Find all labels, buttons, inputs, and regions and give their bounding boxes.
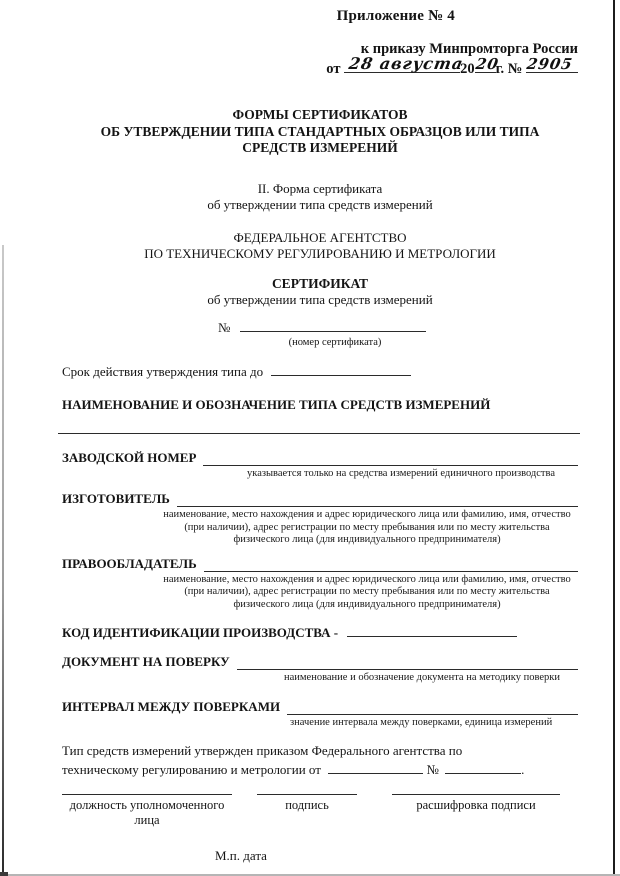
field-serial-blank — [203, 452, 578, 466]
document-title-line3: СРЕДСТВ ИЗМЕРЕНИЙ — [242, 140, 398, 155]
order-year-printed: 20 — [460, 61, 475, 77]
field-verification-doc-label: ДОКУМЕНТ НА ПОВЕРКУ — [62, 654, 230, 669]
order-year-handwriting: 20 — [474, 55, 501, 73]
field-interval-blank — [287, 701, 578, 715]
order-year-suffix: г. № — [495, 61, 523, 77]
order-date-handwriting: 28 августа — [347, 54, 466, 73]
signature-position: должность уполномоченного лица — [62, 794, 232, 828]
certificate-number-blank — [240, 318, 426, 332]
field-name-type-label: НАИМЕНОВАНИЕ И ОБОЗНАЧЕНИЕ ТИПА СРЕДСТВ ИЗМЕРЕНИЙ — [62, 396, 491, 412]
certificate-number-field — [218, 318, 578, 348]
order-number-handwriting: 2905 — [525, 55, 575, 73]
agency-name-line2: ПО ТЕХНИЧЕСКОМУ РЕГУЛИРОВАНИЮ И МЕТРОЛОГИИ — [144, 245, 496, 261]
signature-transcript: расшифровка подписи — [392, 794, 560, 828]
approval-paragraph — [62, 742, 578, 779]
order-year-blank — [474, 55, 501, 73]
field-validity-label: Срок действия утверждения типа до — [62, 363, 264, 379]
field-production-code — [62, 623, 578, 641]
agency-name — [62, 230, 578, 262]
signature-sign: подпись — [257, 794, 357, 828]
field-rightholder-hint-line2: (при наличии), адрес регистрации по месту пребывания или по месту жительства — [184, 586, 550, 597]
stamp-date-label: М.п. дата — [215, 848, 267, 863]
certificate-number-label: № — [218, 319, 231, 335]
approval-paragraph-line2 — [62, 760, 578, 779]
section-heading-line1: II. Форма сертификата — [257, 180, 383, 196]
section-heading — [62, 181, 578, 213]
field-rightholder — [62, 556, 578, 572]
field-interval-hint: значение интервала между поверками, единица измерений — [290, 716, 553, 728]
document-title-line1: ФОРМЫ СЕРТИФИКАТОВ — [232, 107, 408, 122]
field-production-code-blank — [347, 623, 517, 637]
order-date-blank — [344, 54, 466, 73]
field-serial-number — [62, 450, 578, 466]
document-title-line2: ОБ УТВЕРЖДЕНИИ ТИПА СТАНДАРТНЫХ ОБРАЗЦОВ ИЛИ ТИПА — [100, 123, 540, 139]
approval-paragraph-line1: Тип средств измерений утвержден приказом Федерального агентства по — [62, 743, 463, 758]
field-name-type-blank — [58, 413, 580, 434]
field-manufacturer-blank — [177, 493, 578, 507]
scan-corner-mark — [0, 872, 8, 876]
field-manufacturer-hint-line2: (при наличии), адрес регистрации по месту пребывания или по месту жительства — [184, 521, 550, 533]
order-from-label: от — [326, 61, 341, 77]
field-manufacturer — [62, 491, 578, 507]
field-serial-label: ЗАВОДСКОЙ НОМЕР — [62, 449, 197, 465]
field-rightholder-label: ПРАВООБЛАДАТЕЛЬ — [62, 555, 197, 571]
field-interval-label: ИНТЕРВАЛ МЕЖДУ ПОВЕРКАМИ — [62, 698, 281, 714]
section-heading-line2: об утверждении типа средств измерений — [207, 196, 433, 212]
approval-number-label: № — [426, 762, 439, 777]
field-validity-blank — [271, 362, 411, 376]
field-verification-document — [62, 654, 578, 670]
field-verification-interval — [62, 699, 578, 715]
field-production-code-label: КОД ИДЕНТИФИКАЦИИ ПРОИЗВОДСТВА - — [62, 625, 339, 640]
order-reference-line2 — [62, 54, 578, 80]
approval-line2-suffix: . — [521, 762, 525, 777]
approval-number-blank — [445, 760, 521, 774]
field-manufacturer-hint — [157, 509, 577, 547]
signature-block — [62, 794, 578, 828]
field-rightholder-hint-line1: наименование, место нахождения и адрес юридического лица или фамилию, имя, отчество — [163, 573, 571, 585]
field-serial-hint: указывается только на средства измерений единичного производства — [247, 467, 555, 479]
approval-line2-prefix: техническому регулированию и метрологии от — [62, 762, 321, 777]
appendix-label: Приложение № 4 — [336, 8, 455, 24]
order-reference-line1: к приказу Минпромторга России — [360, 41, 578, 57]
field-validity — [62, 362, 578, 380]
field-manufacturer-hint-line3: физического лица (для индивидуального предпринимателя) — [233, 534, 501, 545]
field-rightholder-blank — [204, 558, 578, 572]
approval-date-blank — [328, 760, 423, 774]
agency-name-line1: ФЕДЕРАЛЬНОЕ АГЕНТСТВО — [233, 229, 407, 245]
field-verification-doc-blank — [237, 656, 578, 670]
order-number-blank — [525, 55, 578, 73]
field-manufacturer-label: ИЗГОТОВИТЕЛЬ — [62, 491, 170, 506]
field-rightholder-hint-line3: физического лица (для индивидуального предпринимателя) — [233, 598, 501, 610]
certificate-title: СЕРТИФИКАТ — [271, 275, 369, 291]
field-manufacturer-hint-line1: наименование, место нахождения и адрес юридического лица или фамилию, имя, отчество — [163, 509, 571, 520]
order-reference — [62, 41, 578, 80]
field-rightholder-hint — [157, 574, 577, 612]
document-title — [62, 107, 578, 157]
certificate-number-hint: (номер сертификата) — [288, 336, 382, 348]
field-verification-doc-hint: наименование и обозначение документа на методику поверки — [284, 672, 561, 683]
certificate-subtitle: об утверждении типа средств измерений — [207, 291, 433, 307]
